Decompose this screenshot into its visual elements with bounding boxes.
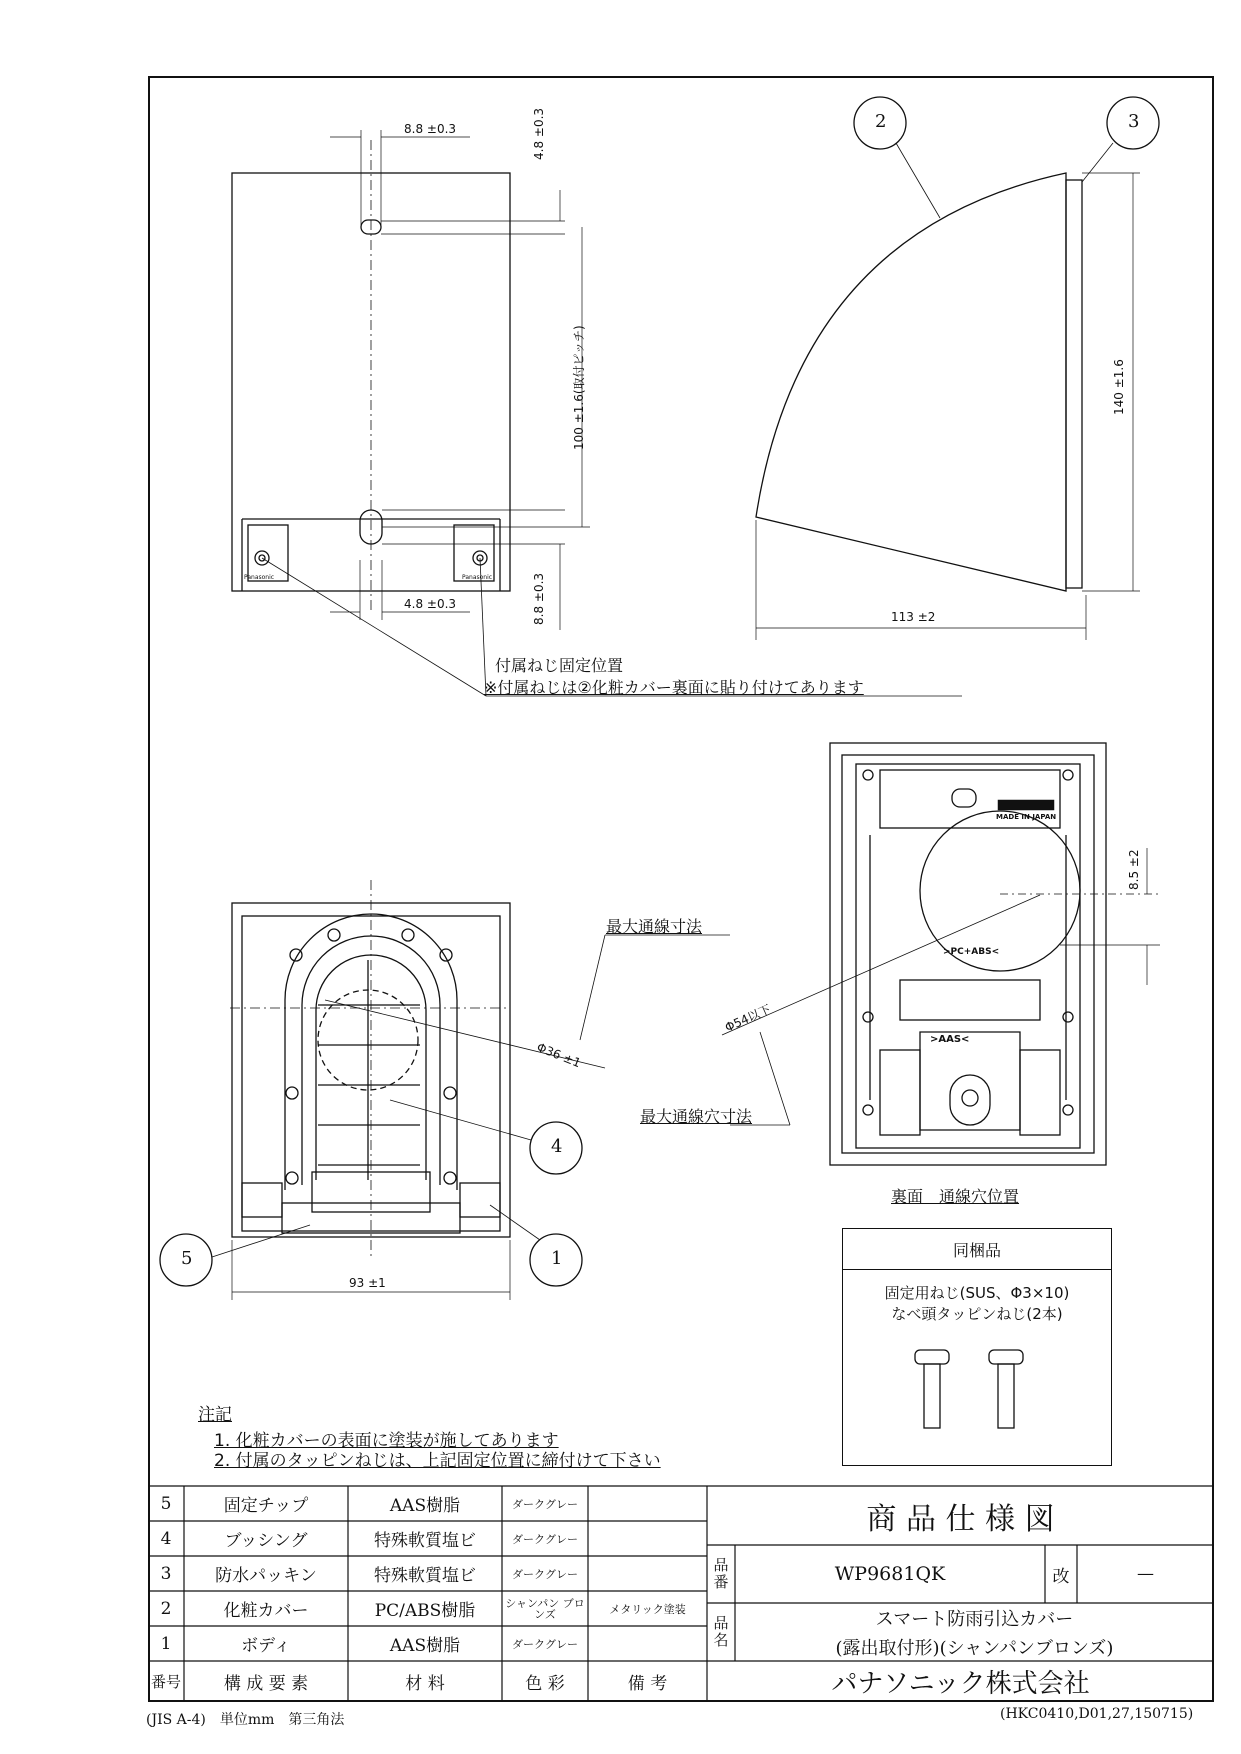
rear-view-label: 裏面 通線穴位置 bbox=[891, 1187, 1020, 1206]
callout-3: 3 bbox=[1128, 111, 1140, 132]
front-view-body bbox=[232, 130, 962, 696]
bom-part: 固定チップ bbox=[223, 1496, 309, 1516]
side-view bbox=[756, 97, 1159, 640]
bom-material: PC/ABS樹脂 bbox=[374, 1601, 476, 1621]
bom-part: ボディ bbox=[241, 1636, 291, 1656]
brand-mark-right: Panasonic bbox=[462, 574, 493, 581]
pc-abs-mark: >PC+ABS< bbox=[943, 947, 1000, 957]
bom-header: 色 彩 bbox=[525, 1674, 565, 1694]
bom-remark: メタリック塗装 bbox=[609, 1602, 686, 1616]
dim-side-height: 140 ±1.6 bbox=[1112, 359, 1126, 415]
dim-mounting-pitch: 100 ±1.6(取付ピッチ) bbox=[572, 325, 586, 450]
dim-offset: 8.5 ±2 bbox=[1127, 849, 1141, 890]
note-1: 1. 化粧カバーの表面に塗装が施してあります bbox=[214, 1431, 559, 1451]
bom-remark bbox=[588, 1486, 707, 1521]
bom-part: 防水パッキン bbox=[215, 1566, 317, 1586]
screw-position-note: ※付属ねじは②化粧カバー裏面に貼り付けてあります bbox=[484, 678, 864, 697]
sheet-title: 商 品 仕 様 図 bbox=[866, 1501, 1055, 1537]
callout-1: 1 bbox=[551, 1248, 563, 1269]
bom-material: AAS樹脂 bbox=[389, 1636, 461, 1656]
footer-left: (JIS A-4) 単位mm 第三角法 bbox=[146, 1712, 345, 1728]
accessory-line-2: なべ頭タッピンねじ(2本) bbox=[891, 1305, 1063, 1323]
bom-part: ブッシング bbox=[224, 1531, 308, 1551]
bom-no: 3 bbox=[160, 1563, 172, 1584]
callout-2: 2 bbox=[875, 111, 887, 132]
bom-part: 化粧カバー bbox=[223, 1601, 309, 1621]
brand-mark-left: Panasonic bbox=[244, 574, 275, 581]
callout-5: 5 bbox=[181, 1248, 193, 1269]
bom-color: ダークグレー bbox=[512, 1637, 578, 1651]
footer-right: (HKC0410,D01,27,150715) bbox=[1000, 1706, 1194, 1722]
dim-slot-height-top: 4.8 ±0.3 bbox=[532, 107, 546, 160]
front-view-bushing bbox=[160, 880, 730, 1300]
made-in-japan-mark: MADE IN JAPAN bbox=[996, 813, 1057, 821]
bom-no: 4 bbox=[160, 1528, 172, 1549]
dim-side-depth: 113 ±2 bbox=[891, 610, 936, 624]
hinmei-label: 品名 bbox=[713, 1614, 729, 1649]
notes-title: 注記 bbox=[198, 1405, 232, 1425]
bom-color: ダークグレー bbox=[512, 1567, 578, 1581]
product-name-2: (露出取付形)(シャンパンブロンズ) bbox=[835, 1637, 1114, 1659]
bom-no: 1 bbox=[160, 1633, 172, 1654]
bom-remark bbox=[588, 1521, 707, 1556]
accessory-title: 同梱品 bbox=[843, 1229, 1111, 1270]
dim-front-width: 93 ±1 bbox=[349, 1276, 386, 1290]
bom-material: 特殊軟質塩ビ bbox=[374, 1531, 476, 1551]
dim-slot-width-top: 8.8 ±0.3 bbox=[404, 122, 457, 136]
bom-no: 2 bbox=[160, 1598, 172, 1619]
bom-color: ダークグレー bbox=[512, 1532, 578, 1546]
bom-header: 備 考 bbox=[627, 1674, 668, 1694]
screw-position-label: 付属ねじ固定位置 bbox=[495, 656, 624, 675]
max-wire-label: 最大通線寸法 bbox=[606, 917, 703, 936]
bom-color: シャンパン ブロンズ bbox=[505, 1596, 585, 1621]
callout-4: 4 bbox=[551, 1136, 563, 1157]
note-2: 2. 付属のタッピンねじは、上記固定位置に締付けて下さい bbox=[214, 1451, 661, 1471]
rear-view bbox=[722, 743, 1160, 1165]
bom-material: 特殊軟質塩ビ bbox=[374, 1566, 476, 1586]
dim-slot-width-bottom: 4.8 ±0.3 bbox=[404, 597, 457, 611]
bom-header: 構 成 要 素 bbox=[223, 1674, 309, 1694]
max-hole-label: 最大通線穴寸法 bbox=[640, 1107, 753, 1126]
dim-dia-36: Φ36 ±1 bbox=[534, 1040, 583, 1071]
product-name-1: スマート防雨引込カバー bbox=[875, 1608, 1074, 1630]
bom-material: AAS樹脂 bbox=[389, 1496, 461, 1516]
bom-no: 5 bbox=[160, 1493, 172, 1514]
revision-label: 改 bbox=[1052, 1566, 1070, 1587]
bom-color: ダークグレー bbox=[512, 1497, 578, 1511]
bom-header: 番号 bbox=[150, 1673, 181, 1691]
aas-mark: >AAS< bbox=[930, 1034, 970, 1045]
company-name: パナソニック株式会社 bbox=[831, 1669, 1090, 1699]
dim-dia-54: Φ54以下 bbox=[722, 1002, 774, 1035]
dim-slot-height-bottom: 8.8 ±0.3 bbox=[532, 572, 546, 625]
hinban-label: 品番 bbox=[713, 1556, 729, 1591]
bom-remark bbox=[588, 1626, 707, 1661]
bom-remark bbox=[588, 1556, 707, 1591]
model-number: WP9681QK bbox=[834, 1563, 946, 1585]
bom-header: 材 料 bbox=[405, 1674, 445, 1694]
accessory-line-1: 固定用ねじ(SUS、Φ3×10) bbox=[884, 1284, 1070, 1302]
accessory-box bbox=[842, 1228, 1112, 1466]
revision-value: — bbox=[1137, 1564, 1154, 1584]
